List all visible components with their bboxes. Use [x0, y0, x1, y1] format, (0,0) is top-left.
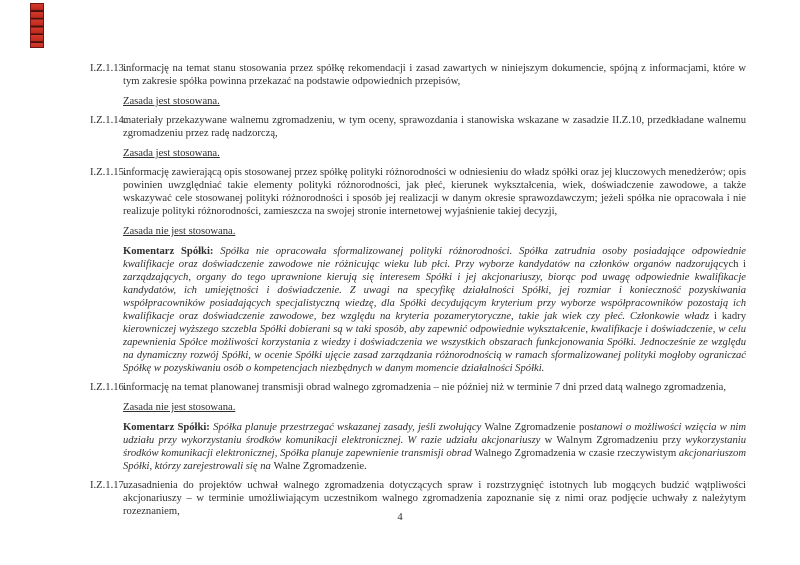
comment-run: Walnego Zgromadzenia w czasie rzeczywistym [474, 448, 679, 459]
rule-id: I.Z.1.13. [90, 63, 127, 74]
comment-run: cych i [718, 259, 747, 270]
rule-item-iz113 [90, 62, 746, 108]
comment-label: Komentarz Spółki: [123, 246, 221, 257]
rule-text: informację na temat stanu stosowania przez spółkę rekomendacji i zasad zawartych w niniejszym dokumencie, spójną z informacjami, które w tym zakresie spółka powinna przekazać na podstawie odpowiednich przepisów, [123, 63, 746, 87]
comment-run: Walne Zgromadzenie pos [484, 422, 594, 433]
rule-text: informację zawierającą opis stosowanej przez spółkę polityki różnorodności w odniesieniu do władz spółki oraz jej kluczowych menedżerów; opis powinien uwzględniać takie elementy polityki różnorodności, jak płeć, kierunek wykształcenia, wiek, doświadczenie zawodowe, a także wskazywać cele stosowanej polityki różnorodności i sposób jej realizacji w danym okresie sprawozdawczym; jeżeli spółka nie opracowała i nie realizuje polityki różnorodności, zamieszcza na swojej stronie internetowej wyjaśnienie takiej decyzji, [123, 167, 746, 217]
rule-status: Zasada jest stosowana. [123, 96, 220, 107]
company-comment [123, 421, 746, 473]
rule-item-iz115 [90, 166, 746, 375]
rule-text: informację na temat planowanej transmisji obrad walnego zgromadzenia – nie później niż w terminie 7 dni przed datą walnego zgromadzenia, [123, 382, 727, 393]
comment-run: Spółka nie opracowała sformalizowanej polityki różnorodności. Spółka zatrudnia osoby posiadające odpowiednie kwalifikacje oraz doświadczenie zawodowe nie różnicując wieku lub płci. Przy wyborze kandydatów na członków organów nadzorują [123, 246, 746, 270]
company-comment [123, 245, 746, 375]
comment-run: akcjonariuszom Spółki, którzy zarejestrowali się na [123, 448, 746, 472]
rule-item-iz114 [90, 114, 746, 160]
comment-run: tanowi o możliwości wzięcia w nim udziału przy wykorzystaniu środków komunikacji elektronicznej. W razie udziału akcjonariuszy [123, 422, 746, 446]
rule-status: Zasada jest stosowana. [123, 148, 220, 159]
comment-label: Komentarz Spółki: [123, 422, 214, 433]
comment-run: i kadry [714, 311, 747, 322]
comment-run: zarządzających, organy do tego uprawnione kierują się interesem Spółki i jej akcjonariuszy, biorąc pod uwagę odpowiednie kwalifikacje kandydatów, ich umiejętności i doświadczenie. Z uwagi na specyfikę działalności Spółki, jej rozmiar i konieczność pozyskiwania współpracowników posiadających specjalistyczną wiedzę, dla Spółki decydującym kryterium przy wyborze współpracowników pozostają ich kwalifikacje oraz doświadczenie zawodowe, bez względu na kryteria pozamerytoryczne, takie jak wiek czy płeć. Członkowie władz [123, 272, 746, 322]
rule-id: I.Z.1.15. [90, 167, 127, 178]
comment-run: Walne Zgromadzenie. [273, 461, 367, 472]
comment-run: kierowniczej wyższego szczebla Spółki dobierani są w taki sposób, aby zapewnić odpowiednie wykształcenie, kwalifikacje i doświadczenie, w celu zapewnienia Spółce możliwości korzystania z wiedzy i doświadczenia we wszystkich obszarach funkcjonowania Spółki. Jednocześnie ze względu na dynamiczny rozwój Spółki, w ocenie Spółki ujęcie zasad zarządzania różnorodnością w ramach sformalizowanej polityki mogłoby ograniczać Spółkę w pozyskiwaniu osób o kompetencjach niezbędnych w danym momencie działalności Spółki. [123, 324, 746, 374]
rule-status: Zasada nie jest stosowana. [123, 226, 236, 237]
comment-run: w Walnym Zgromadzeniu przy [544, 435, 686, 446]
rule-id: I.Z.1.14. [90, 115, 127, 126]
rule-id: I.Z.1.17. [90, 480, 127, 491]
rule-status: Zasada nie jest stosowana. [123, 402, 236, 413]
page-number: 4 [397, 512, 403, 523]
rule-text: uzasadnienia do projektów uchwał walnego zgromadzenia dotyczących spraw i rozstrzygnięć istotnych lub mogących budzić wątpliwości akcjonariuszy – w terminie umożliwiającym uczestnikom walnego zgromadzenia zapoznanie się z nimi oraz podjęcie uchwały z należytym rozeznaniem, [123, 480, 746, 517]
document-body [90, 62, 746, 524]
comment-run: wykorzystaniu środków komunikacji elektronicznej, Spółka planuje zapewnienie transmisji obrad [123, 435, 746, 459]
rule-id: I.Z.1.16. [90, 382, 127, 393]
rule-item-iz116 [90, 381, 746, 473]
left-edge-red-artifact [30, 3, 44, 48]
comment-run: Spółka planuje przestrzegać wskazanej zasady, jeśli zwołujący [213, 422, 485, 433]
rule-text: materiały przekazywane walnemu zgromadzeniu, w tym oceny, sprawozdania i stanowiska wskazane w zasadzie II.Z.10, przedkładane walnemu zgromadzeniu przez radę nadzorczą, [123, 115, 746, 139]
